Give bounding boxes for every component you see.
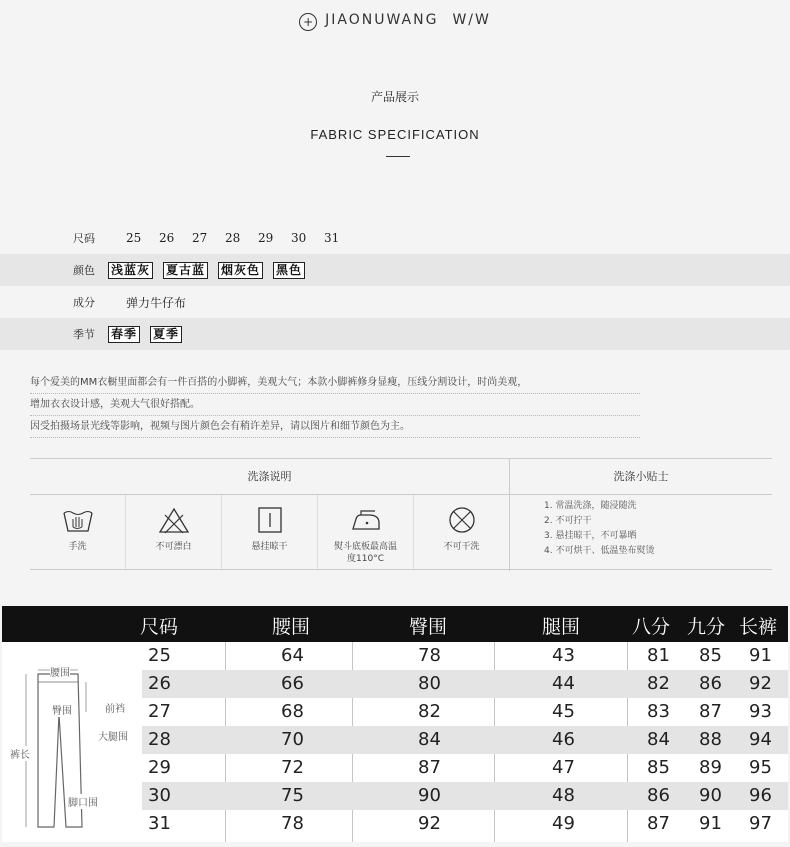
wash-label: 不可漂白 [155,542,192,552]
cell-hip: 87 [418,757,441,778]
wash-label: 手洗 [68,542,87,552]
season-tag: 夏季 [150,326,182,343]
table-row [142,670,788,698]
cell-nine-tenths: 91 [699,813,722,834]
table-row [142,698,788,726]
spec-label-material: 成分 [73,296,95,309]
cell-nine-tenths: 85 [699,645,722,666]
wash-item-hand-wash [30,495,126,571]
table-row [142,810,788,838]
cell-full-length: 92 [749,673,772,694]
header-thigh: 腿围 [542,616,581,638]
cell-waist: 64 [281,645,304,666]
brand-logo-icon: + [299,13,317,31]
material-value [126,294,186,311]
size-list [126,231,350,245]
wash-instructions [30,458,772,570]
color-tag: 夏古蓝 [163,262,208,279]
material-text: 弹力牛仔布 [126,295,187,310]
cell-hip: 92 [418,813,441,834]
brand-header [0,12,790,31]
section-divider [386,156,410,157]
wash-label: 熨斗底板最高温度110°C [333,542,397,564]
spec-label-season: 季节 [73,328,95,341]
brand-suffix: W/W [452,12,491,28]
cell-size: 28 [148,729,171,750]
cell-hip: 78 [418,645,441,666]
wash-title: 洗涤说明 [30,459,510,495]
table-row [142,642,788,670]
no-dry-clean-icon [445,505,479,535]
size-option: 30 [291,231,307,245]
diagram-label-rise: 前裆 [105,700,125,715]
diagram-label-length: 裤长 [10,746,30,761]
description-line: 每个爱美的MM衣橱里面都会有一件百搭的小脚裤，美观大气；本款小脚裤修身显瘦，压线分割设计，时尚美观， [30,372,640,394]
diagram-label-hem: 脚口围 [68,794,98,809]
wash-tips [544,499,654,559]
brand-name: JIAONUWANG [325,12,439,28]
cell-size: 26 [148,673,171,694]
wash-tip: 1. 常温洗涤，随浸随洗 [544,501,637,511]
cell-nine-tenths: 87 [699,701,722,722]
wash-tips-title: 洗涤小贴士 [613,470,669,483]
size-option: 31 [324,231,340,245]
spec-row-season [0,318,790,350]
section-title-en: FABRIC SPECIFICATION [310,127,480,142]
cell-thigh: 44 [552,673,575,694]
header-size: 尺码 [140,616,179,638]
cell-thigh: 46 [552,729,575,750]
wash-header [30,459,772,495]
cell-waist: 72 [281,757,304,778]
size-option: 26 [159,231,175,245]
cell-hip: 90 [418,785,441,806]
cell-size: 27 [148,701,171,722]
cell-cropped: 87 [647,813,670,834]
size-option: 28 [225,231,241,245]
no-bleach-icon [157,505,191,535]
size-chart-header [2,606,788,642]
header-hip: 臀围 [409,616,448,638]
description-line: 因受拍摄场景光线等影响，视频与图片颜色会有稍许差异，请以图片和细节颜色为主。 [30,416,640,438]
cell-waist: 78 [281,813,304,834]
header-cropped: 八分 [632,616,671,638]
section-title-cn: 产品展示 [370,90,419,104]
wash-item-hang-dry [222,495,318,571]
header-nine-tenths: 九分 [687,616,726,638]
cell-thigh: 48 [552,785,575,806]
wash-item-iron [318,495,414,571]
pants-diagram [2,642,140,842]
cell-hip: 80 [418,673,441,694]
cell-thigh: 49 [552,813,575,834]
spec-label-size: 尺码 [73,232,95,245]
table-row [142,782,788,810]
season-list [108,326,192,343]
size-chart [2,606,788,842]
color-tag: 烟灰色 [218,262,263,279]
cell-thigh: 47 [552,757,575,778]
cell-thigh: 45 [552,701,575,722]
size-option: 25 [126,231,142,245]
wash-tip: 4. 不可烘干、低温垫布熨烫 [544,546,655,556]
cell-size: 25 [148,645,171,666]
cell-waist: 68 [281,701,304,722]
cell-cropped: 85 [647,757,670,778]
header-full-length: 长裤 [739,616,778,638]
cell-nine-tenths: 86 [699,673,722,694]
cell-cropped: 83 [647,701,670,722]
color-list [108,262,315,279]
size-option: 27 [192,231,208,245]
cell-nine-tenths: 89 [699,757,722,778]
spec-label-color: 颜色 [73,264,95,277]
cell-hip: 82 [418,701,441,722]
table-row [142,726,788,754]
wash-tip: 3. 悬挂晾干，不可暴晒 [544,531,637,541]
cell-nine-tenths: 90 [699,785,722,806]
diagram-label-hip: 臀围 [52,702,72,717]
cell-hip: 84 [418,729,441,750]
cell-waist: 66 [281,673,304,694]
wash-item-no-bleach [126,495,222,571]
cell-nine-tenths: 88 [699,729,722,750]
wash-icon-row [30,495,510,571]
header-waist: 腰围 [272,616,311,638]
cell-waist: 70 [281,729,304,750]
wash-item-no-dry-clean [414,495,509,571]
cell-cropped: 81 [647,645,670,666]
cell-cropped: 84 [647,729,670,750]
cell-cropped: 82 [647,673,670,694]
wash-tip: 2. 不可拧干 [544,516,592,526]
cell-full-length: 91 [749,645,772,666]
diagram-label-thigh: 大腿围 [98,728,128,743]
table-row [142,754,788,782]
season-tag: 春季 [108,326,140,343]
wash-label: 悬挂晾干 [251,542,288,552]
cell-full-length: 95 [749,757,772,778]
cell-full-length: 97 [749,813,772,834]
hand-wash-icon [61,505,95,535]
description-line: 增加衣衣设计感，美观大气很好搭配。 [30,394,640,416]
wash-label: 不可干洗 [443,542,480,552]
cell-size: 29 [148,757,171,778]
iron-icon [349,505,383,535]
cell-size: 31 [148,813,171,834]
spec-row-material [0,286,790,318]
hang-dry-icon [253,505,287,535]
spec-row-size [0,222,790,254]
spec-row-color [0,254,790,286]
cell-thigh: 43 [552,645,575,666]
product-description [30,372,640,438]
cell-full-length: 94 [749,729,772,750]
color-tag: 黑色 [273,262,305,279]
cell-size: 30 [148,785,171,806]
size-option: 29 [258,231,274,245]
color-tag: 浅蓝灰 [108,262,153,279]
cell-full-length: 96 [749,785,772,806]
diagram-label-waist: 腰围 [50,664,70,679]
cell-full-length: 93 [749,701,772,722]
cell-cropped: 86 [647,785,670,806]
cell-waist: 75 [281,785,304,806]
